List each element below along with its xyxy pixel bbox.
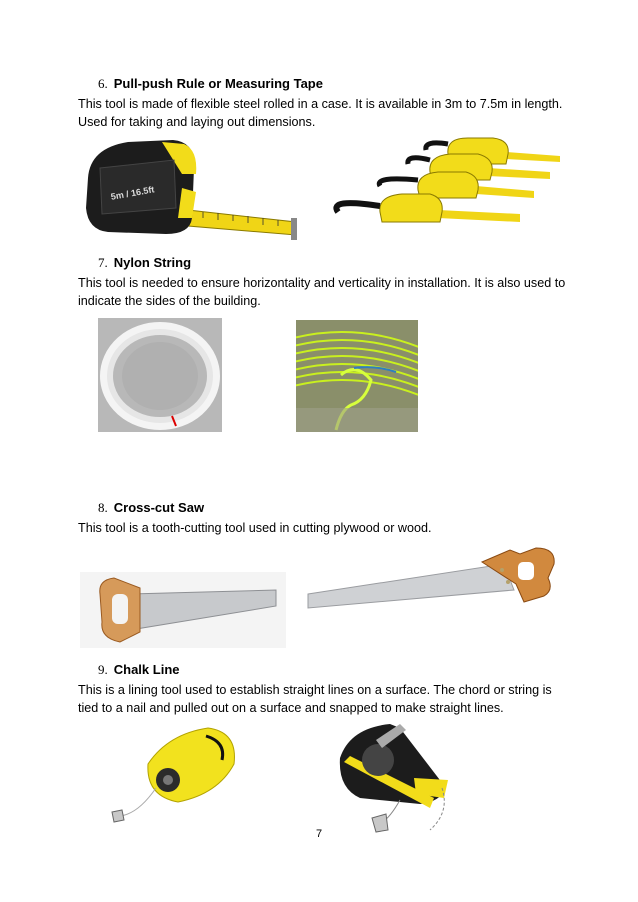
nylon-string-coil-image: [98, 318, 222, 432]
cross-cut-saw-image: [304, 544, 560, 614]
page-number: 7: [315, 828, 323, 840]
section-number: 9.: [98, 662, 108, 677]
cross-cut-saw-image: [80, 572, 286, 648]
chalk-line-yellow-image: [108, 724, 240, 832]
section-title: Nylon String: [113, 255, 192, 270]
section-title: Pull-push Rule or Measuring Tape: [113, 76, 323, 91]
section-description: This tool is needed to ensure horizontality and verticality in installation. It is also used to indicate the sides of the building.: [78, 276, 566, 308]
tape-unit: [336, 194, 520, 222]
section-title: Chalk Line: [113, 662, 180, 677]
tape-brand-label: 5m / 16.5ft: [110, 184, 156, 202]
section-heading: [98, 255, 568, 271]
section-heading: [98, 500, 568, 516]
section-heading: [98, 76, 568, 92]
measuring-tape-image: [78, 138, 304, 242]
section-title: Cross-cut Saw: [113, 500, 205, 515]
section-measuring-tape: [78, 76, 568, 131]
section-description: This tool is a tooth-cutting tool used in cutting plywood or wood.: [78, 521, 432, 535]
section-description: This tool is made of flexible steel rolled in a case. It is available in 3m to 7.5m in length. Used for taking and laying out dimensions.: [78, 97, 563, 129]
section-number: 6.: [98, 76, 108, 91]
section-description: This is a lining tool used to establish straight lines on a surface. The chord or string is tied to a nail and pulled out on a surface and snapped to make straight lines.: [78, 683, 552, 715]
section-number: 8.: [98, 500, 108, 515]
section-chalk-line: [78, 662, 568, 717]
nylon-string-green-image: [296, 320, 418, 432]
section-number: 7.: [98, 255, 108, 270]
chalk-line-black-image: [330, 718, 458, 836]
measuring-tape-set-image: [328, 134, 560, 230]
section-nylon-string: [78, 255, 568, 310]
section-heading: [98, 662, 568, 678]
section-cross-cut-saw: [78, 500, 568, 537]
